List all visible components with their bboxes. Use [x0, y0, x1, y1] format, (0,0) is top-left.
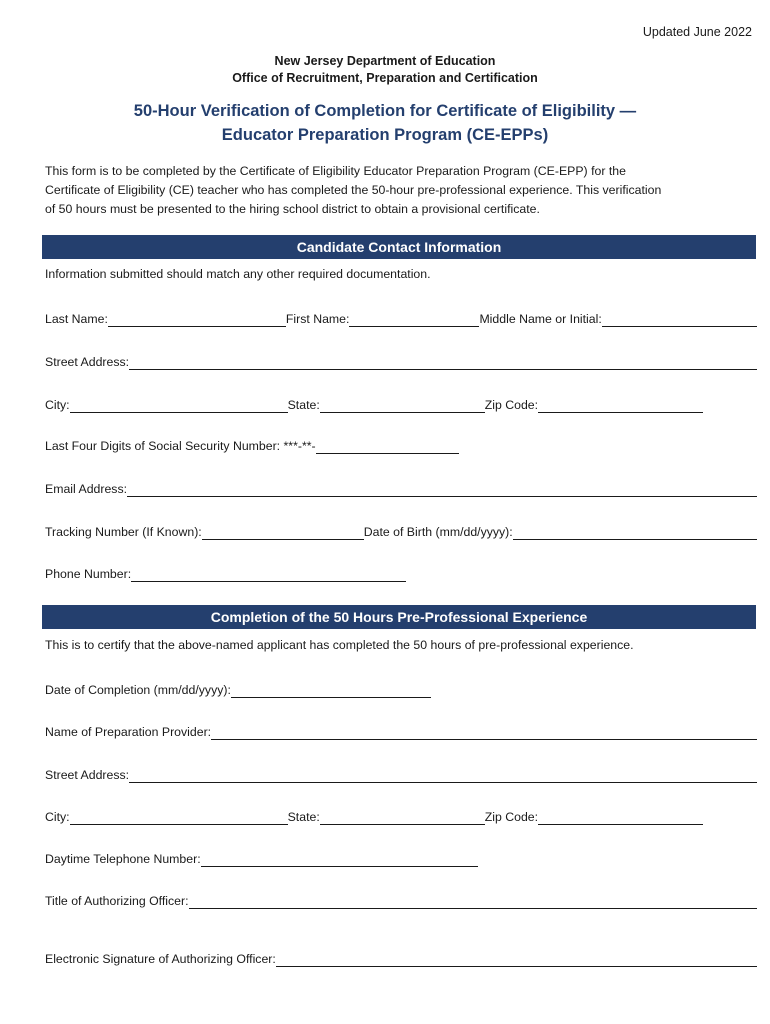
- city-field[interactable]: [70, 398, 288, 413]
- email-row: [45, 479, 757, 497]
- ssn-label: Last Four Digits of Social Security Number: ***-**-: [45, 439, 316, 453]
- city-label: City:: [45, 398, 70, 412]
- zip-code-label: Zip Code:: [484, 398, 539, 412]
- date-of-birth-field[interactable]: [513, 525, 757, 540]
- form-title: [0, 99, 770, 147]
- phone-label: Phone Number:: [45, 567, 132, 581]
- daytime-phone-field[interactable]: [201, 852, 478, 867]
- signature-row: [45, 949, 757, 967]
- updated-date: Updated June 2022: [642, 25, 752, 39]
- provider-state-label: State:: [287, 810, 320, 824]
- email-field[interactable]: [127, 482, 757, 497]
- street-row: [45, 352, 757, 370]
- provider-zip-label: Zip Code:: [484, 810, 539, 824]
- provider-zip-field[interactable]: [538, 810, 703, 825]
- tracking-row: [45, 522, 757, 540]
- provider-state-field[interactable]: [320, 810, 485, 825]
- ssn-row: [45, 436, 757, 454]
- phone-row: [45, 564, 757, 582]
- provider-row: [45, 722, 757, 740]
- provider-name-label: Name of Preparation Provider:: [45, 725, 212, 739]
- signature-field[interactable]: [276, 952, 757, 967]
- email-label: Email Address:: [45, 482, 128, 496]
- candidate-note: Information submitted should match any other required documentation.: [45, 267, 431, 281]
- office-name: Office of Recruitment, Preparation and Certification: [232, 71, 538, 85]
- first-name-field[interactable]: [349, 312, 479, 327]
- intro-line1: This form is to be completed by the Certificate of Eligibility Educator Preparation Program (CE-EPP) for the: [45, 164, 626, 178]
- intro-line2: Certificate of Eligibility (CE) teacher who has completed the 50-hour pre-professional experience. This verification: [45, 183, 662, 197]
- intro-line3: of 50 hours must be presented to the hiring school district to obtain a provisional certificate.: [45, 202, 540, 216]
- middle-name-label: Middle Name or Initial:: [479, 312, 602, 326]
- provider-city-label: City:: [45, 810, 70, 824]
- agency-name: New Jersey Department of Education: [274, 54, 496, 68]
- first-name-label: First Name:: [285, 312, 350, 326]
- officer-title-label: Title of Authorizing Officer:: [45, 894, 189, 908]
- form-title-line1: 50-Hour Verification of Completion for Certificate of Eligibility —: [133, 102, 637, 120]
- completion-date-row: [45, 680, 757, 698]
- last-name-field[interactable]: [108, 312, 286, 327]
- completion-date-label: Date of Completion (mm/dd/yyyy):: [45, 683, 231, 697]
- phone-field[interactable]: [131, 567, 406, 582]
- provider-city-field[interactable]: [70, 810, 288, 825]
- completion-section-heading: Completion of the 50 Hours Pre-Professional Experience: [42, 605, 756, 629]
- tracking-number-label: Tracking Number (If Known):: [45, 525, 202, 539]
- completion-date-field[interactable]: [231, 683, 431, 698]
- candidate-section-heading: Candidate Contact Information: [42, 235, 756, 259]
- state-label: State:: [287, 398, 320, 412]
- intro-paragraph: [45, 162, 757, 219]
- city-row: [45, 395, 757, 413]
- officer-title-row: [45, 891, 757, 909]
- daytime-phone-label: Daytime Telephone Number:: [45, 852, 201, 866]
- provider-street-label: Street Address:: [45, 768, 130, 782]
- completion-note: This is to certify that the above-named applicant has completed the 50 hours of pre-professional experience.: [45, 638, 634, 652]
- zip-code-field[interactable]: [538, 398, 703, 413]
- name-row: [45, 309, 757, 327]
- provider-street-field[interactable]: [129, 768, 757, 783]
- street-address-label: Street Address:: [45, 355, 130, 369]
- middle-name-field[interactable]: [602, 312, 757, 327]
- state-field[interactable]: [320, 398, 485, 413]
- provider-name-field[interactable]: [211, 725, 757, 740]
- agency-header: [0, 53, 770, 87]
- officer-title-field[interactable]: [189, 894, 757, 909]
- last-name-label: Last Name:: [45, 312, 108, 326]
- provider-street-row: [45, 765, 757, 783]
- street-address-field[interactable]: [129, 355, 757, 370]
- date-of-birth-label: Date of Birth (mm/dd/yyyy):: [363, 525, 513, 539]
- form-title-line2: Educator Preparation Program (CE-EPPs): [221, 126, 549, 144]
- ssn-field[interactable]: [316, 439, 459, 454]
- signature-label: Electronic Signature of Authorizing Officer:: [45, 952, 276, 966]
- tracking-number-field[interactable]: [202, 525, 364, 540]
- provider-city-row: [45, 807, 757, 825]
- daytime-phone-row: [45, 849, 757, 867]
